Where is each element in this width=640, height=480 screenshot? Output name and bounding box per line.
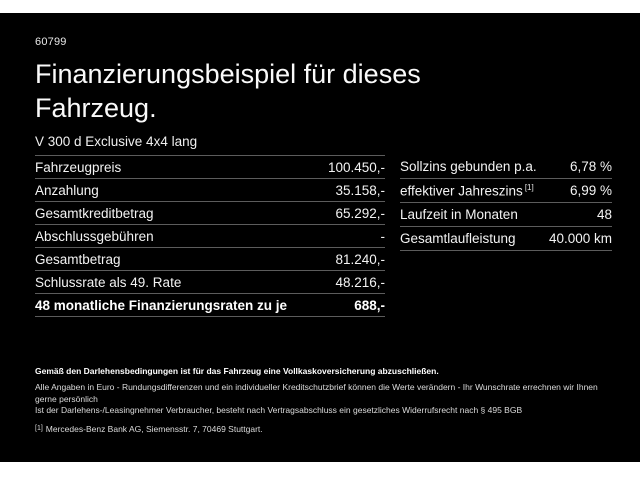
row-value: 48.216,-: [335, 274, 385, 290]
row-effektiver-jahreszins: [400, 179, 612, 203]
row-value: 40.000 km: [548, 231, 612, 246]
row-label: Gesamtkreditbetrag: [35, 205, 154, 221]
financing-panel: [0, 13, 640, 462]
row-label: Gesamtbetrag: [35, 251, 121, 267]
row-value: 81.240,-: [335, 251, 385, 267]
bank-reference-text: Mercedes-Benz Bank AG, Siemensstr. 7, 70469 Stuttgart.: [45, 423, 263, 434]
row-label: 48 monatliche Finanzierungsraten zu je: [35, 297, 288, 313]
row-anzahlung: [35, 179, 385, 202]
row-label: Gesamtlaufleistung: [400, 231, 516, 246]
row-label: effektiver Jahreszins: [400, 183, 523, 199]
row-label: Anzahlung: [35, 182, 99, 198]
row-label: Sollzins gebunden p.a.: [400, 159, 537, 174]
row-label: Fahrzeugpreis: [35, 159, 122, 175]
row-gesamtbetrag: [35, 248, 385, 271]
row-label: Abschlussgebühren: [35, 228, 154, 244]
vehicle-name: V 300 d Exclusive 4x4 lang: [35, 134, 198, 149]
row-fahrzeugpreis: [35, 156, 385, 179]
row-value: -: [380, 228, 385, 244]
row-value: 688,-: [354, 297, 385, 313]
row-value: 48: [596, 207, 612, 222]
row-value: 100.450,-: [327, 159, 385, 175]
row-gesamtlaufleistung: [400, 227, 612, 251]
listing-code: 60799: [35, 36, 67, 48]
row-value: 65.292,-: [335, 205, 385, 221]
bank-reference: [35, 423, 613, 435]
bank-footnote-marker: [1]: [35, 424, 43, 432]
row-sollzins: [400, 155, 612, 179]
row-schlussrate: [35, 271, 385, 294]
row-value: 6,78 %: [569, 159, 612, 174]
bottom-white-bar: [0, 462, 640, 480]
row-value: 35.158,-: [335, 182, 385, 198]
row-laufzeit: [400, 203, 612, 227]
page-title: Finanzierungsbeispiel für dieses Fahrzeug.: [35, 59, 421, 123]
footnote-marker: [1]: [524, 182, 534, 192]
legal-footnotes: [35, 366, 613, 435]
disclaimer-line-1: Alle Angaben in Euro - Rundungsdifferenzen und ein individueller Kreditschutzbrief können die Werte verändern - Ihr Wunschrate errechnen wir Ihnen gerne persönlich: [35, 382, 598, 404]
top-white-bar: [0, 0, 640, 13]
row-abschlussgebuehren: [35, 225, 385, 248]
row-value: 6,99 %: [569, 183, 612, 198]
row-label: Schlussrate als 49. Rate: [35, 274, 182, 290]
row-gesamtkreditbetrag: [35, 202, 385, 225]
insurance-note: Gemäß den Darlehensbedingungen ist für das Fahrzeug eine Vollkaskoversicherung abzuschließen.: [35, 366, 439, 376]
conditions-table: [400, 155, 612, 251]
financing-table: [35, 155, 385, 317]
row-monatsrate: [35, 294, 385, 317]
disclaimer-line-2: Ist der Darlehens-/Leasingnehmer Verbraucher, besteht nach Vertragsabschluss ein gesetzliches Widerrufsrecht nach § 495 BGB: [35, 405, 523, 415]
row-label: Laufzeit in Monaten: [400, 207, 518, 222]
